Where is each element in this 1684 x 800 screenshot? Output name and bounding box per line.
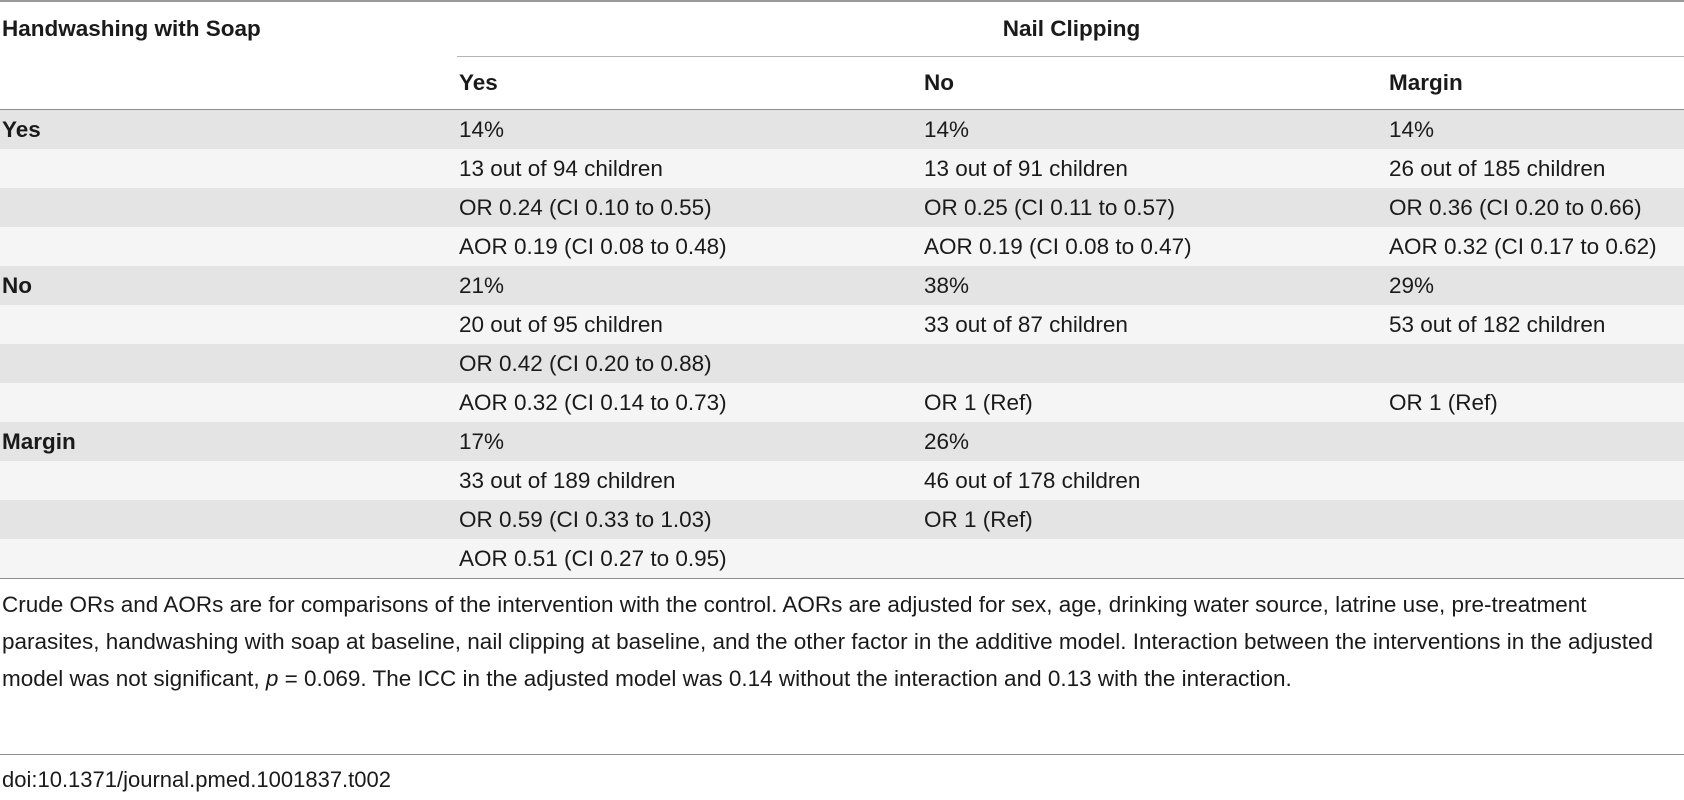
table-header	[0, 1, 1684, 110]
column-header-yes: Yes	[457, 57, 922, 110]
table-body	[0, 110, 1684, 579]
row-label	[0, 149, 457, 188]
table-footnote	[2, 586, 1662, 697]
table-cell: OR 0.59 (CI 0.33 to 1.03)	[457, 500, 922, 539]
table-cell: 29%	[1387, 266, 1684, 305]
footnote-text	[2, 586, 1662, 697]
table-cell: OR 0.25 (CI 0.11 to 0.57)	[922, 188, 1387, 227]
table-cell: OR 1 (Ref)	[922, 383, 1387, 422]
footnote-text-part: = 0.069. The ICC in the adjusted model was 0.14 without the interaction and 0.13 with the interaction.	[278, 666, 1292, 691]
table-cell	[1387, 539, 1684, 579]
table-cell: AOR 0.32 (CI 0.14 to 0.73)	[457, 383, 922, 422]
table-cell: 46 out of 178 children	[922, 461, 1387, 500]
table-cell: 20 out of 95 children	[457, 305, 922, 344]
row-label: Margin	[0, 422, 457, 461]
table-row	[0, 422, 1684, 461]
table-cell: 21%	[457, 266, 922, 305]
table-cell: 38%	[922, 266, 1387, 305]
footer-divider	[0, 754, 1684, 755]
footnote-text-part: Crude ORs and AORs are for comparisons of the intervention with the control. AORs are adjusted for sex, age, drinking water source, latrine use, pre-treatment parasites, handwashing with soap at baseline, nail clipping at baseline, and the other factor in the additive model. Interaction between the interventions in the adjusted model was not significant,	[2, 592, 1654, 691]
table-cell: AOR 0.19 (CI 0.08 to 0.48)	[457, 227, 922, 266]
table-cell: OR 1 (Ref)	[922, 500, 1387, 539]
row-header-title: Handwashing with Soap	[0, 1, 457, 57]
table-cell: 33 out of 189 children	[457, 461, 922, 500]
header-row-group	[0, 1, 1684, 57]
table-row	[0, 344, 1684, 383]
table-cell: OR 0.36 (CI 0.20 to 0.66)	[1387, 188, 1684, 227]
row-label	[0, 344, 457, 383]
table-cell: 13 out of 91 children	[922, 149, 1387, 188]
table-row	[0, 461, 1684, 500]
row-label	[0, 305, 457, 344]
header-empty-cell	[0, 57, 457, 110]
group-header-nail-clipping: Nail Clipping	[457, 1, 1684, 57]
column-header-margin: Margin	[1387, 57, 1684, 110]
table-cell	[1387, 461, 1684, 500]
table-row	[0, 266, 1684, 305]
table-cell: AOR 0.19 (CI 0.08 to 0.47)	[922, 227, 1387, 266]
row-label	[0, 383, 457, 422]
row-label: Yes	[0, 110, 457, 150]
table-cell: 14%	[457, 110, 922, 150]
table-row	[0, 539, 1684, 579]
table-row	[0, 110, 1684, 150]
table-cell: 13 out of 94 children	[457, 149, 922, 188]
table-cell: 17%	[457, 422, 922, 461]
header-row-columns	[0, 57, 1684, 110]
row-label	[0, 227, 457, 266]
row-label	[0, 539, 457, 579]
table-cell: 26%	[922, 422, 1387, 461]
table-cell	[922, 344, 1387, 383]
table-row	[0, 227, 1684, 266]
column-header-no: No	[922, 57, 1387, 110]
row-label	[0, 461, 457, 500]
row-label: No	[0, 266, 457, 305]
table-cell: OR 0.42 (CI 0.20 to 0.88)	[457, 344, 922, 383]
table-row	[0, 500, 1684, 539]
table-cell: 33 out of 87 children	[922, 305, 1387, 344]
table-cell: OR 1 (Ref)	[1387, 383, 1684, 422]
table-cell	[922, 539, 1387, 579]
table-row	[0, 383, 1684, 422]
table-cell	[1387, 344, 1684, 383]
table-cell: 14%	[922, 110, 1387, 150]
table-cell	[1387, 422, 1684, 461]
table-row	[0, 188, 1684, 227]
row-label	[0, 188, 457, 227]
table-cell	[1387, 500, 1684, 539]
table-cell: 53 out of 182 children	[1387, 305, 1684, 344]
table-cell: AOR 0.32 (CI 0.17 to 0.62)	[1387, 227, 1684, 266]
table-cell: AOR 0.51 (CI 0.27 to 0.95)	[457, 539, 922, 579]
footnote-p-symbol: p	[265, 666, 279, 691]
table-cell: OR 0.24 (CI 0.10 to 0.55)	[457, 188, 922, 227]
table-row	[0, 149, 1684, 188]
row-label	[0, 500, 457, 539]
table-cell: 26 out of 185 children	[1387, 149, 1684, 188]
table-row	[0, 305, 1684, 344]
doi-text: doi:10.1371/journal.pmed.1001837.t002	[2, 767, 391, 792]
table-cell: 14%	[1387, 110, 1684, 150]
